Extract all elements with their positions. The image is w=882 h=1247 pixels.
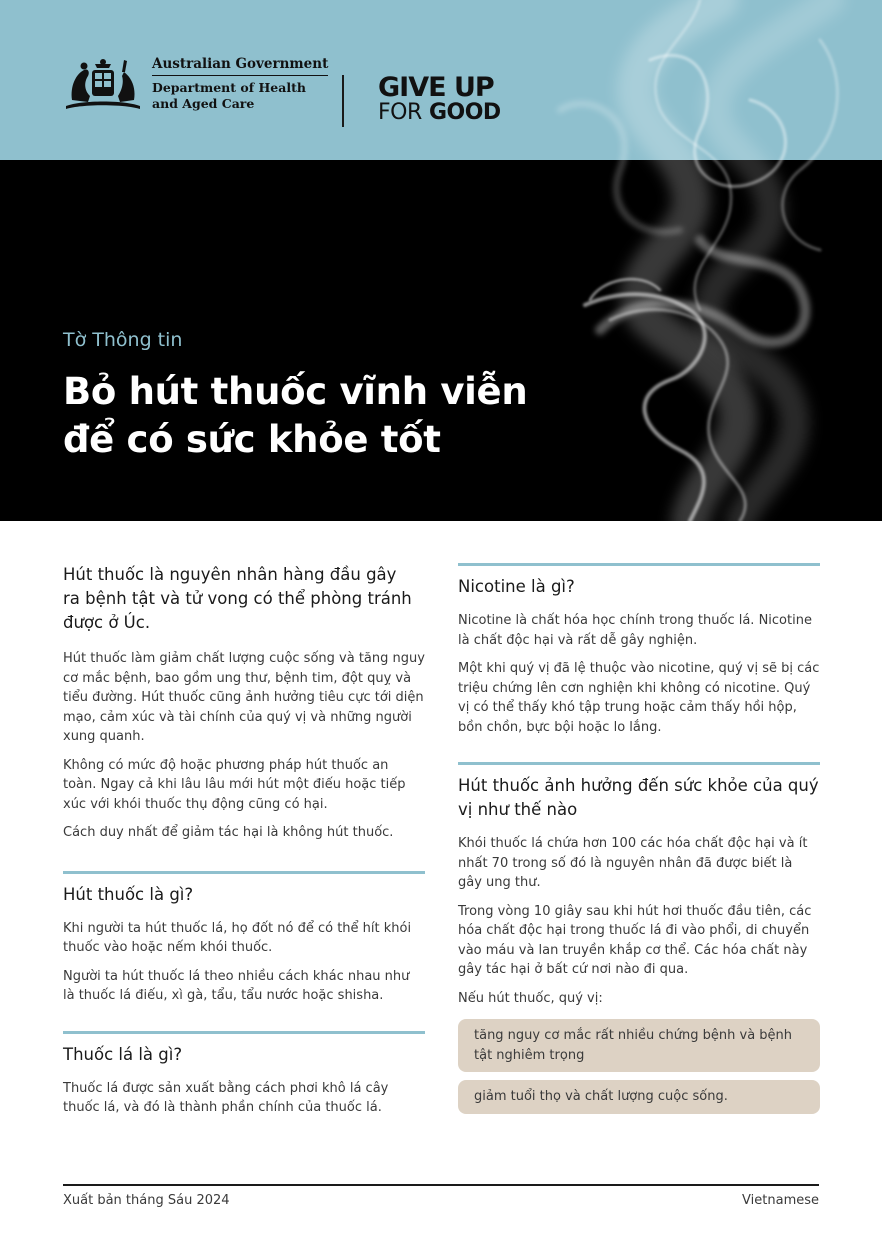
government-name: Australian Government [152, 56, 328, 76]
intro-paragraph: Hút thuốc làm giảm chất lượng cuộc sống và tăng nguy cơ mắc bệnh, bao gồm ung thư, bệnh tim, đột quỵ và tiểu đường. Hút thuốc cũng ảnh hưởng tiêu cực tới diện mạo, cảm xúc và tài chính của quý vị và những người xung quanh. [63, 651, 425, 744]
section-paragraph: Nicotine là chất hóa học chính trong thuốc lá. Nicotine là chất độc hại và rất dễ gây nghiện. [458, 613, 812, 648]
brand-for: FOR [378, 100, 422, 125]
effect-item: giảm tuổi thọ và chất lượng cuộc sống. [458, 1080, 820, 1114]
brand-line-2 [378, 102, 501, 124]
department-line-2: and Aged Care [152, 96, 255, 111]
brand-good: GOOD [428, 100, 501, 125]
page-title [63, 368, 583, 464]
section-health-effects [458, 762, 820, 1114]
title-line-2: để có sức khỏe tốt [63, 418, 441, 461]
section-paragraph: Khi người ta hút thuốc lá, họ đốt nó để có thể hít khói thuốc vào hoặc nếm khói thuốc. [63, 920, 412, 955]
section-paragraph: Trong vòng 10 giây sau khi hút hơi thuốc đầu tiên, các hóa chất độc hại trong thuốc lá đi vào phổi, di chuyển vào máu và lan truyền khắp cơ thể. Các hóa chất này gây tác hại ở bất cứ nơi nào đi qua. [458, 903, 812, 977]
section-heading: Nicotine là gì? [458, 577, 575, 596]
section-heading: Hút thuốc ảnh hưởng đến sức khỏe của quý vị như thế nào [458, 776, 819, 819]
logo-divider [342, 75, 344, 127]
section-paragraph: Khói thuốc lá chứa hơn 100 các hóa chất độc hại và ít nhất 70 trong số đó là nguyên nhân đã được biết là gây ung thư. [458, 836, 808, 890]
section-heading: Hút thuốc là gì? [63, 884, 194, 904]
section-paragraph: Người ta hút thuốc lá theo nhiều cách khác nhau như là thuốc lá điếu, xì gà, tẩu, tẩu nước hoặc shisha. [63, 968, 410, 1003]
section-what-is-tobacco [63, 1031, 425, 1118]
section-heading: Thuốc lá là gì? [63, 1044, 183, 1064]
coat-of-arms-icon [62, 56, 144, 114]
publication-date: Xuất bản tháng Sáu 2024 [63, 1193, 230, 1208]
language-label: Vietnamese [742, 1193, 819, 1208]
lead-paragraph: Hút thuốc là nguyên nhân hàng đầu gây ra bệnh tật và tử vong có thể phòng tránh được ở Úc. [63, 565, 412, 632]
document-type-label: Tờ Thông tin [63, 329, 183, 351]
title-line-1: Bỏ hút thuốc vĩnh viễn [63, 370, 528, 413]
government-text [152, 56, 328, 112]
intro-paragraph: Không có mức độ hoặc phương pháp hút thuốc an toàn. Ngay cả khi lâu lâu mới hút một điếu hoặc tiếp xúc với khói thuốc thụ động cũng có hại. [63, 757, 406, 812]
section-paragraph: Nếu hút thuốc, quý vị: [458, 990, 603, 1006]
brand-line-1: GIVE UP [378, 72, 494, 103]
department-line-1: Department of Health [152, 80, 306, 95]
left-column [63, 563, 425, 1127]
footer-divider [63, 1184, 819, 1186]
government-logo [62, 56, 328, 114]
right-column [458, 563, 820, 1122]
intro-paragraph: Cách duy nhất để giảm tác hại là không hút thuốc. [63, 825, 394, 840]
give-up-for-good-logo [378, 74, 501, 124]
section-paragraph: Một khi quý vị đã lệ thuộc vào nicotine, quý vị sẽ bị các triệu chứng lên cơn nghiện khi không có nicotine. Quý vị có thể thấy khó tập trung hoặc cảm thấy hồi hộp, bồn chồn, bực bội hoặc lo lắng. [458, 661, 820, 735]
section-what-is-nicotine [458, 563, 820, 737]
effect-item: tăng nguy cơ mắc rất nhiều chứng bệnh và bệnh tật nghiêm trọng [458, 1019, 820, 1072]
section-paragraph: Thuốc lá được sản xuất bằng cách phơi khô lá cây thuốc lá, và đó là thành phần chính của thuốc lá. [63, 1080, 389, 1115]
section-what-is-smoking [63, 871, 425, 1006]
